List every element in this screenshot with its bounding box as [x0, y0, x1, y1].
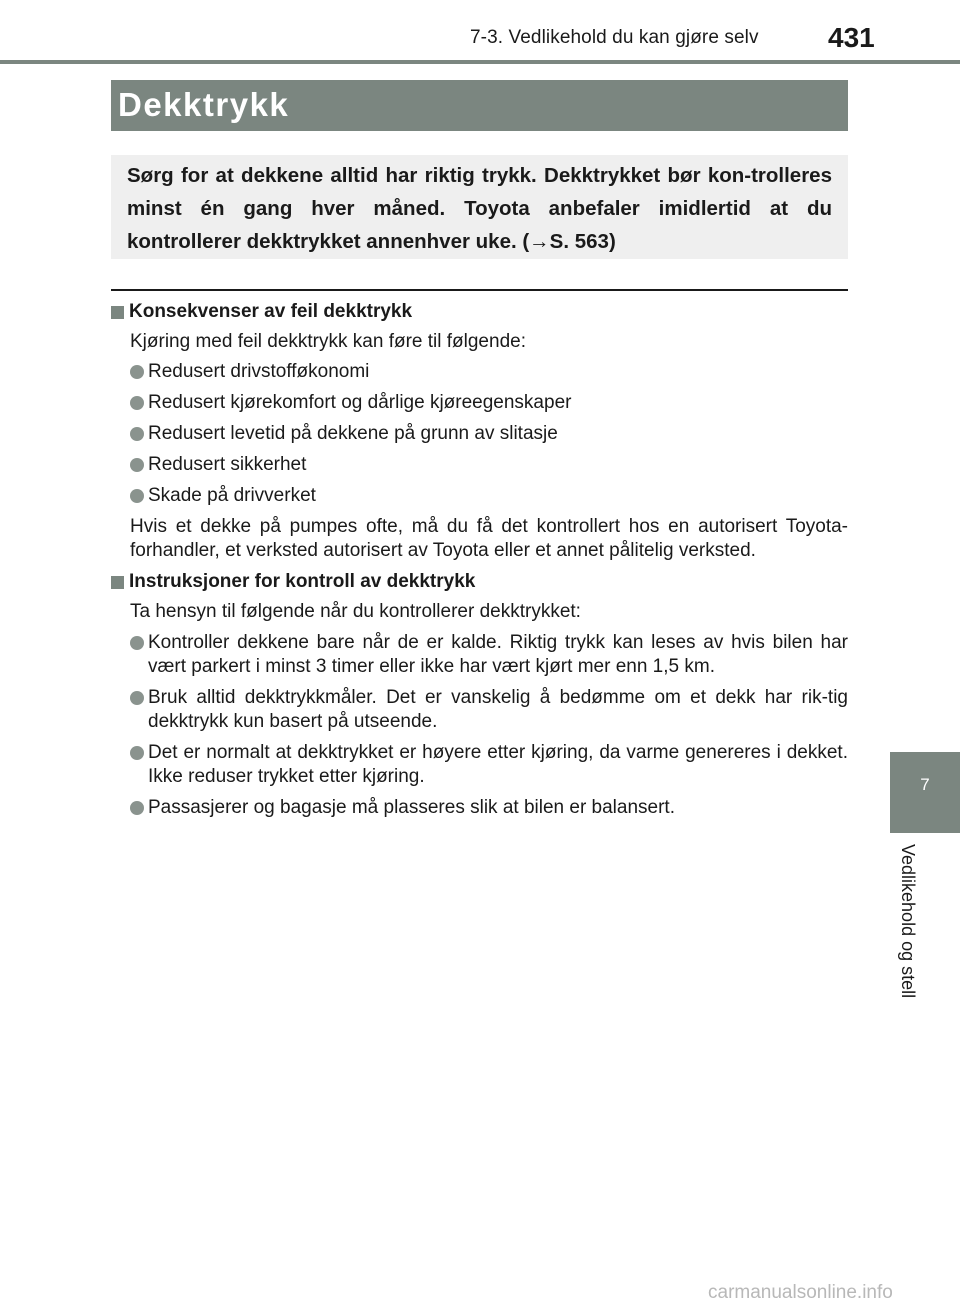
page-title: Dekktrykk	[118, 86, 290, 123]
list-item	[111, 484, 848, 508]
round-bullet-icon	[130, 489, 144, 503]
list-item-text: Bruk alltid dekktrykkmåler. Det er vanskelig å bedømme om et dekk har rik-tig dekktrykk kun basert på utseende.	[148, 687, 848, 732]
list-item	[111, 741, 848, 789]
list-item	[111, 422, 848, 446]
list-item	[111, 686, 848, 734]
round-bullet-icon	[130, 636, 144, 650]
list-item	[111, 453, 848, 477]
square-bullet-icon	[111, 306, 124, 319]
square-bullet-icon	[111, 576, 124, 589]
list-item-text: Kontroller dekkene bare når de er kalde. Riktig trykk kan leses av hvis bilen har vært parkert i minst 3 timer eller ikke har vært kjørt mer enn 1,5 km.	[148, 632, 848, 677]
list-item-text: Redusert drivstofføkonomi	[148, 361, 370, 382]
round-bullet-icon	[130, 458, 144, 472]
list-item	[111, 360, 848, 384]
section-note: Hvis et dekke på pumpes ofte, må du få det kontrollert hos en autorisert Toyota-forhandler, et verksted autorisert av Toyota eller et annet pålitelig verksted.	[130, 516, 848, 561]
section-heading-consequences	[111, 300, 848, 324]
main-content	[111, 300, 848, 820]
list-item-text: Skade på drivverket	[148, 485, 316, 506]
list-item-text: Det er normalt at dekktrykket er høyere etter kjøring, da varme genereres i dekket. Ikke reduser trykket etter kjøring.	[148, 742, 848, 787]
list-item-text: Redusert levetid på dekkene på grunn av slitasje	[148, 423, 558, 444]
intro-text: Sørg for at dekkene alltid har riktig trykk. Dekktrykket bør kon-trolleres minst én gang hver måned. Toyota anbefaler imidlertid at du kontrollerer dekktrykket annenhver uke. (→S. 563)	[127, 164, 832, 253]
round-bullet-icon	[130, 691, 144, 705]
section-heading-instructions	[111, 570, 848, 594]
round-bullet-icon	[130, 427, 144, 441]
round-bullet-icon	[130, 746, 144, 760]
chapter-tab-number: 7	[920, 775, 930, 794]
page-number: 431	[828, 22, 875, 53]
list-item-text: Redusert kjørekomfort og dårlige kjøreegenskaper	[148, 392, 572, 413]
page-title-bar	[111, 80, 848, 131]
watermark: carmanualsonline.info	[708, 1282, 893, 1303]
header-divider	[0, 60, 960, 64]
section-divider	[111, 289, 848, 291]
list-item	[111, 796, 848, 820]
section-lead: Ta hensyn til følgende når du kontrollerer dekktrykket:	[130, 601, 581, 622]
list-item-text: Passasjerer og bagasje må plasseres slik at bilen er balansert.	[148, 797, 675, 818]
section-heading-text: Instruksjoner for kontroll av dekktrykk	[129, 571, 476, 592]
round-bullet-icon	[130, 396, 144, 410]
chapter-section-title: 7-3. Vedlikehold du kan gjøre selv	[470, 27, 759, 48]
list-item-text: Redusert sikkerhet	[148, 454, 307, 475]
list-item	[111, 631, 848, 679]
round-bullet-icon	[130, 365, 144, 379]
section-heading-text: Konsekvenser av feil dekktrykk	[129, 301, 413, 322]
list-item	[111, 391, 848, 415]
intro-box	[111, 155, 848, 259]
chapter-tab-label: Vedlikehold og stell	[898, 844, 918, 999]
section-lead: Kjøring med feil dekktrykk kan føre til følgende:	[130, 331, 526, 352]
round-bullet-icon	[130, 801, 144, 815]
